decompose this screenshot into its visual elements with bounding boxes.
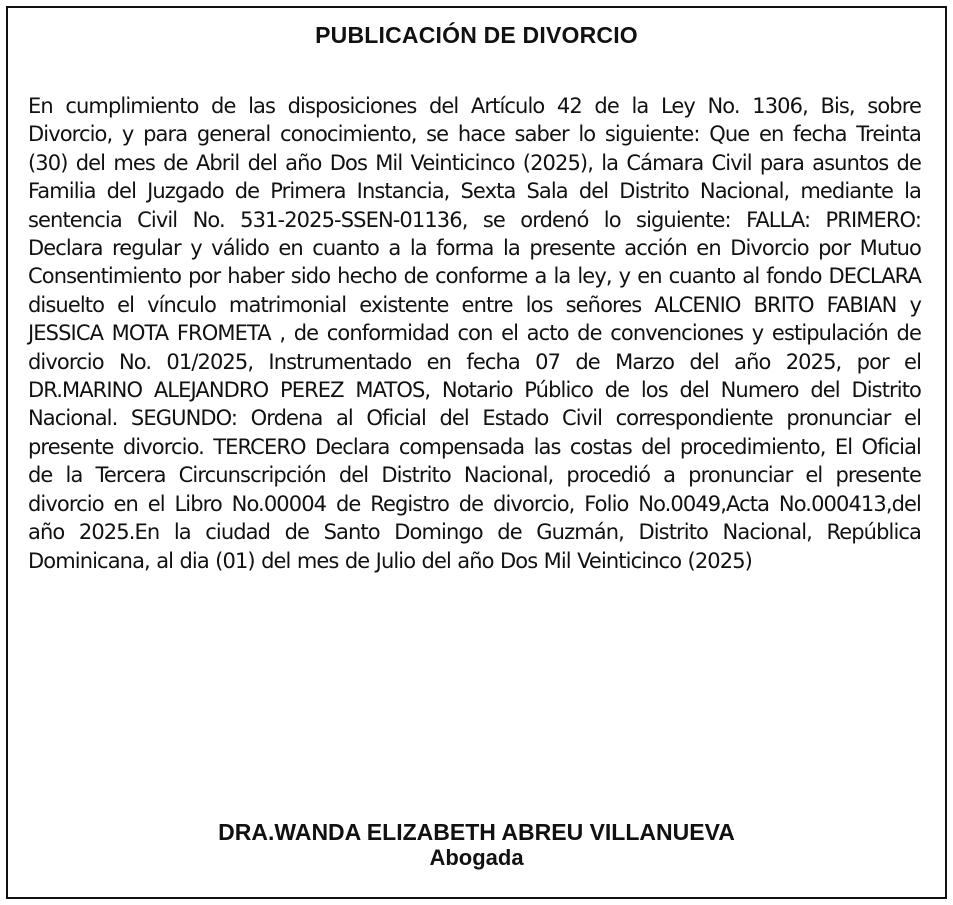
signer-role: Abogada — [429, 845, 524, 870]
notice-title: PUBLICACIÓN DE DIVORCIO — [315, 22, 638, 48]
notice-body: En cumplimiento de las disposiciones del Artículo 42 de la Ley No. 1306, Bis, sobre Divorcio, y para general conocimiento, se hace saber lo siguiente: Que en fecha Treinta (30) del mes de Abril del año Dos Mil Veinticinco (2025), la Cámara Civil para asuntos de Familia del Juzgado de Primera Instancia, Sexta Sala del Distrito Nacional, mediante la sentencia Civil No. 531-2025-SSEN-01136, se ordenó lo siguiente: FALLA: PRIMERO: Declara regular y válido en cuanto a la forma la presente acción en Divorcio por Mutuo Consentimiento por haber sido hecho de conforme a la ley, y en cuanto al fondo DECLARA disuelto el vínculo matrimonial existente entre los señores ALCENIO BRITO FABIAN y JESSICA MOTA FROMETA , de conformidad con el acto de convenciones y estipulación de divorcio No. 01/2025, Instrumentado en fecha 07 de Marzo del año 2025, por el DR.MARINO ALEJANDRO PEREZ MATOS, Notario Público de los del Numero del Distrito Nacional. SEGUNDO: Ordena al Oficial del Estado Civil correspondiente pronunciar el presente divorcio. TERCERO Declara compensada las costas del procedimiento, El Oficial de la Tercera Circunscripción del Distrito Nacional, procedió a pronunciar el presente divorcio en el Libro No.00004 de Registro de divorcio, Folio No.0049,Acta No.000413,del año 2025.En la ciudad de Santo Domingo de Guzmán, Distrito Nacional, República Dominicana, al dia (01) del mes de Julio del año Dos Mil Veinticinco (2025) — [28, 94, 921, 573]
signature-block — [8, 818, 945, 870]
signer-name: DRA.WANDA ELIZABETH ABREU VILLANUEVA — [218, 819, 735, 845]
legal-notice-frame — [6, 6, 947, 899]
